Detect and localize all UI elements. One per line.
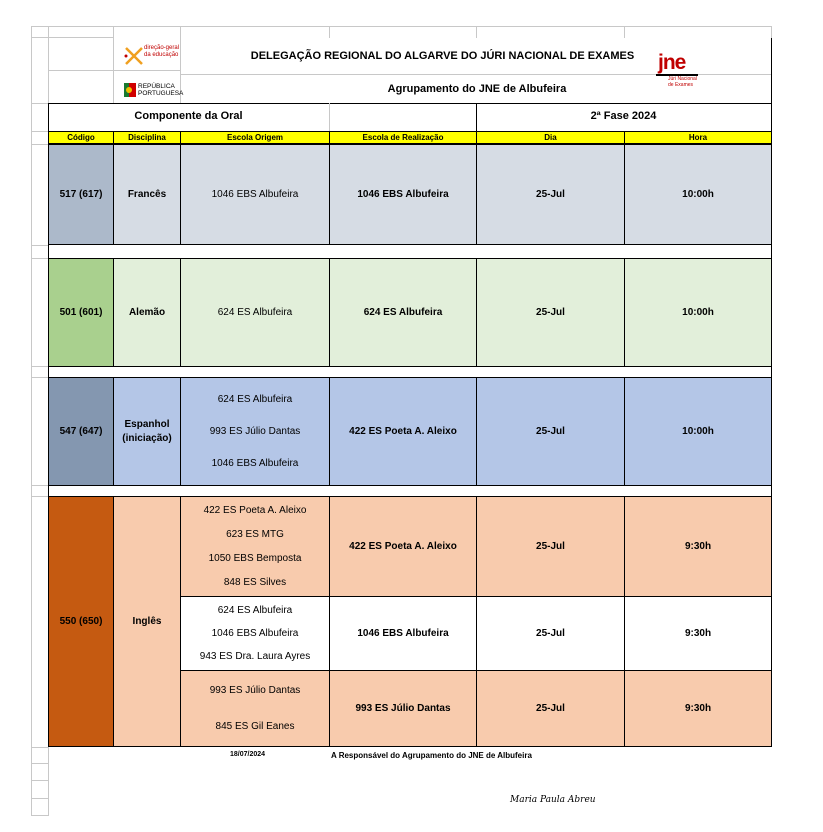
gridline xyxy=(31,103,48,104)
jne-logo-sub: de Exames xyxy=(668,82,694,88)
origin-school: 845 ES Gil Eanes xyxy=(215,720,295,732)
header-border xyxy=(771,38,772,131)
origin-school: 1046 EBS Albufeira xyxy=(211,628,299,639)
gridline xyxy=(31,144,48,145)
gridline xyxy=(31,37,113,38)
origin-school: 848 ES Silves xyxy=(223,576,287,588)
day-cell: 25-Jul xyxy=(476,596,625,671)
time-cell: 9:30h xyxy=(624,496,772,597)
origin-school: 624 ES Albufeira xyxy=(217,394,293,406)
gridline xyxy=(31,366,48,367)
time-cell: 10:00h xyxy=(624,258,772,367)
discipline-cell xyxy=(113,377,181,486)
column-header: Dia xyxy=(476,131,625,144)
gridline xyxy=(31,258,48,259)
gridline xyxy=(113,26,114,38)
day-cell: 25-Jul xyxy=(476,670,625,747)
code-cell: 501 (601) xyxy=(48,258,114,367)
day-cell: 25-Jul xyxy=(476,377,625,486)
dge-logo-text: da educação xyxy=(144,52,179,58)
gridline xyxy=(31,245,48,246)
gridline xyxy=(31,26,771,27)
time-cell: 10:00h xyxy=(624,377,772,486)
origin-school: 623 ES MTG xyxy=(226,529,284,541)
row-spacer xyxy=(48,244,772,259)
header-rule xyxy=(48,103,771,104)
day-cell: 25-Jul xyxy=(476,258,625,367)
shield-icon xyxy=(124,83,136,97)
column-header: Código xyxy=(48,131,114,144)
gridline xyxy=(31,747,48,748)
code-cell: 547 (647) xyxy=(48,377,114,486)
venue-cell: 422 ES Poeta A. Aleixo xyxy=(329,377,477,486)
discipline-cell: Inglês xyxy=(113,496,181,747)
signature: Maria Paula Abreu xyxy=(510,795,596,805)
gridline xyxy=(624,26,625,38)
footer-responsible: A Responsável do Agrupamento do JNE de Albufeira xyxy=(331,751,532,760)
time-cell: 10:00h xyxy=(624,144,772,245)
origin-cell xyxy=(180,496,330,597)
gridline xyxy=(31,798,48,799)
venue-cell: 422 ES Poeta A. Aleixo xyxy=(329,496,477,597)
venue-cell: 624 ES Albufeira xyxy=(329,258,477,367)
origin-school: 422 ES Poeta A. Aleixo xyxy=(203,505,307,517)
origin-cell xyxy=(180,596,330,671)
jne-logo-text: jne xyxy=(658,51,686,74)
gridline xyxy=(31,780,48,781)
page-title: DELEGAÇÃO REGIONAL DO ALGARVE DO JÚRI NACIONAL DE EXAMES xyxy=(250,50,635,62)
code-cell: 517 (617) xyxy=(48,144,114,245)
dge-logo xyxy=(120,44,180,68)
gridline xyxy=(31,763,48,764)
origin-cell xyxy=(180,377,330,486)
gridline xyxy=(329,26,330,38)
gridline xyxy=(476,26,477,38)
gridline xyxy=(31,815,48,816)
origin-school: 993 ES Júlio Dantas xyxy=(209,425,301,437)
time-cell: 9:30h xyxy=(624,670,772,747)
column-header: Hora xyxy=(624,131,772,144)
origin-school: 1050 EBS Bemposta xyxy=(208,552,302,564)
origin-cell: 1046 EBS Albufeira xyxy=(180,144,330,245)
column-header: Escola de Realização xyxy=(329,131,477,144)
time-cell: 9:30h xyxy=(624,596,772,671)
discipline-cell: Alemão xyxy=(113,258,181,367)
origin-school: 993 ES Júlio Dantas xyxy=(209,685,301,697)
day-cell: 25-Jul xyxy=(476,496,625,597)
origin-school: 943 ES Dra. Laura Ayres xyxy=(199,651,311,662)
origin-cell: 624 ES Albufeira xyxy=(180,258,330,367)
discipline-line: (iniciação) xyxy=(122,432,172,444)
venue-cell: 1046 EBS Albufeira xyxy=(329,596,477,671)
phase-label: 2ª Fase 2024 xyxy=(590,110,657,122)
code-cell: 550 (650) xyxy=(48,496,114,747)
gridline xyxy=(329,103,330,131)
venue-cell: 1046 EBS Albufeira xyxy=(329,144,477,245)
page-subtitle: Agrupamento do JNE de Albufeira xyxy=(387,83,567,95)
gridline xyxy=(771,26,772,38)
jne-logo-sub: Júri Nacional xyxy=(668,76,697,82)
origin-school: 1046 EBS Albufeira xyxy=(211,457,299,469)
column-header: Escola Origem xyxy=(180,131,330,144)
gridline xyxy=(31,131,48,132)
component-label: Componente da Oral xyxy=(134,110,243,122)
gridline xyxy=(180,26,181,38)
gridline xyxy=(31,496,48,497)
discipline-cell: Francês xyxy=(113,144,181,245)
footer-date: 18/07/2024 xyxy=(230,751,266,758)
day-cell: 25-Jul xyxy=(476,144,625,245)
origin-cell xyxy=(180,670,330,747)
republica-text: PORTUGUESA xyxy=(138,90,184,97)
origin-school: 624 ES Albufeira xyxy=(217,605,293,616)
dge-logo-text: direção-geral xyxy=(144,45,180,51)
jne-logo xyxy=(654,52,704,92)
column-header: Disciplina xyxy=(113,131,181,144)
gridline xyxy=(31,377,48,378)
republica-text: REPÚBLICA xyxy=(138,83,175,90)
discipline-line: Espanhol xyxy=(124,418,170,430)
gridline xyxy=(31,485,48,486)
venue-cell: 993 ES Júlio Dantas xyxy=(329,670,477,747)
republica-logo xyxy=(120,81,190,101)
gridline xyxy=(48,70,180,71)
